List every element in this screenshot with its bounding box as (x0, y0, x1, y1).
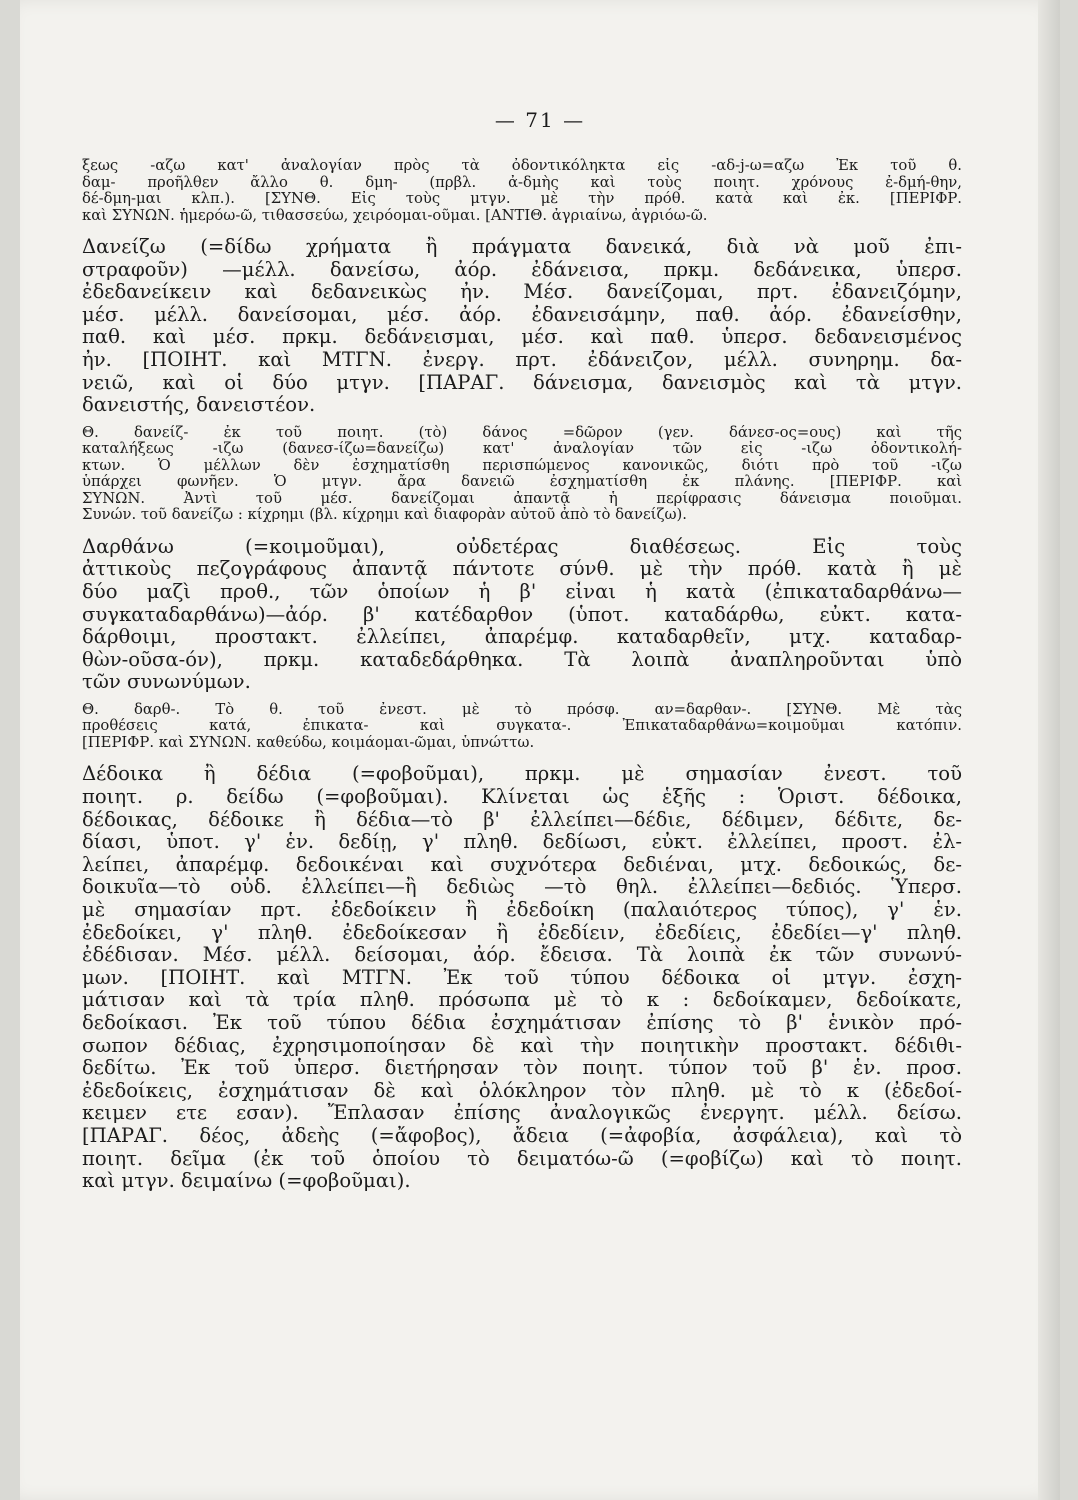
text-line: ποιητ. ρ. δείδω (=φοβοῦμαι). Κλίνεται ὡς ἑξῆς : Ὁριστ. δέδοικα, (82, 786, 962, 808)
text-line: καὶ μτγν. δειμαίνω (=φοβοῦμαι). (82, 1170, 411, 1193)
text-line: δάρθοιμι, προστακτ. ἐλλείπει, ἀπαρέμφ. καταδαρθεῖν, μτχ. καταδαρ- (82, 626, 962, 649)
text-line: Θ. δαρθ-. Τὸ θ. τοῦ ἐνεστ. μὲ τὸ πρόσφ. αν=δαρθαν-. [ΣΥΝΘ. Μὲ τὰς (82, 701, 962, 718)
text-line: μάτισαν καὶ τὰ τρία πληθ. πρόσωπα μὲ τὸ κ : δεδοίκαμεν, δεδοίκατε, (82, 989, 962, 1012)
text-line: Δαρθάνω (=κοιμοῦμαι), οὐδετέρας διαθέσεως. Εἰς τοὺς (82, 535, 962, 558)
page-edge-shadow (1038, 0, 1060, 1500)
note-paragraph (82, 158, 962, 224)
text-line: τῶν συνωνύμων. (82, 671, 251, 694)
text-line: Δέδοικα ἢ δέδια (=φοβοῦμαι), πρκμ. μὲ σημασίαν ἐνεστ. τοῦ (82, 763, 962, 786)
text-line: μέσ. μέλλ. δανείσομαι, μέσ. ἀόρ. ἐδανεισάμην, παθ. ἀόρ. ἐδανείσθην, (82, 303, 962, 326)
text-line: σωπον δέδιας, ἐχρησιμοποίησαν δὲ καὶ τὴν ποιητικὴν προστακτ. δέδιθι- (82, 1034, 962, 1057)
text-line: δύο μαζὶ προθ., τῶν ὁποίων ἡ β' εἶναι ἡ κατὰ (ἐπικαταδαρθάνω— (82, 580, 962, 603)
book-page (20, 0, 1060, 1500)
entry-paragraph (82, 763, 962, 1192)
text-line: στραφοῦν) —μέλλ. δανείσω, ἀόρ. ἐδάνεισα, πρκμ. δεδάνεικα, ὑπερσ. (82, 258, 962, 281)
text-line: κτων. Ὁ μέλλων δὲν ἐσχηματίσθη περισπώμενος κανονικῶς, διότι πρὸ τοῦ -ιζω (82, 457, 962, 474)
entry-paragraph (82, 236, 962, 417)
page-text (82, 158, 962, 1193)
text-line: ξεως -αζω κατ' ἀναλογίαν πρὸς τὰ ὀδοντικόληκτα εἰς -αδ-j-ω=αζω Ἐκ τοῦ θ. (82, 158, 962, 174)
text-line: ἐδέδισαν. Μέσ. μέλλ. δείσομαι, ἀόρ. ἔδεισα. Τὰ λοιπὰ ἐκ τῶν συνωνύ- (82, 944, 962, 967)
text-line: μὲ σημασίαν πρτ. ἐδεδοίκειν ἢ ἐδεδοίκη (παλαιότερος τύπος), γ' ἑν. (82, 898, 962, 921)
note-paragraph (82, 702, 962, 752)
text-line: προθέσεις κατά, ἐπικατα- καὶ συγκατα-. Ἐπικαταδαρθάνω=κοιμοῦμαι κατόπιν. (82, 718, 962, 735)
text-line: δεδοίκασι. Ἐκ τοῦ τύπου δέδια ἐσχημάτισαν ἐπίσης τὸ β' ἑνικὸν πρό- (82, 1011, 962, 1034)
text-line: δοικυῖα—τὸ οὐδ. ἐλλείπει—ἢ δεδιὼς —τὸ θηλ. ἐλλείπει—δεδιός. Ὑπερσ. (82, 876, 962, 899)
text-line: [ΠΕΡΙΦΡ. καὶ ΣΥΝΩΝ. καθεύδω, κοιμάομαι-ῶμαι, ὑπνώττω. (82, 734, 535, 751)
text-line: δανειστής, δανειστέον. (82, 394, 316, 417)
note-paragraph (82, 425, 962, 524)
text-line: Συνών. τοῦ δανείζω : κίχρημι (βλ. κίχρημι καὶ διαφορὰν αὐτοῦ ἀπὸ τὸ δανείζω). (82, 507, 688, 524)
text-line: δίασι, ὑποτ. γ' ἑν. δεδίῃ, γ' πληθ. δεδίωσι, εὐκτ. ἐλλείπει, προστ. ἐλ- (82, 831, 962, 854)
page-number: — 71 — (494, 108, 586, 132)
text-line: ἐδεδοίκεις, ἐσχημάτισαν δὲ καὶ ὁλόκληρον τὸν πληθ. μὲ τὸ κ (ἐδεδοί- (82, 1079, 962, 1102)
text-line: ὑπάρχει φωνῆεν. Ὁ μτγν. ἄρα δανειῶ ἐσχηματίσθη ἐκ πλάνης. [ΠΕΡΙΦΡ. καὶ (82, 474, 962, 491)
text-line: κειμεν ετε εσαν). Ἔπλασαν ἐπίσης ἀναλογικῶς ἐνεργητ. μέλλ. δείσω. (82, 1102, 962, 1125)
text-line: ἐδεδοίκει, γ' πληθ. ἐδεδοίκεσαν ἢ ἐδεδίειν, ἐδεδίεις, ἐδεδίει—γ' πληθ. (82, 921, 962, 944)
text-line: παθ. καὶ μέσ. πρκμ. δεδάνεισμαι, μέσ. καὶ παθ. ὑπερσ. δεδανεισμένος (82, 326, 962, 349)
text-line: δεδίτω. Ἐκ τοῦ ὑπερσ. διετήρησαν τὸν ποιητ. τύπον τοῦ β' ἑν. προσ. (82, 1057, 962, 1080)
text-line: συγκαταδαρθάνω)—ἀόρ. β' κατέδαρθον (ὑποτ. καταδάρθω, εὐκτ. κατα- (82, 603, 962, 626)
text-line: λείπει, ἀπαρέμφ. δεδοικέναι καὶ συχνότερα δεδιέναι, μτχ. δεδοικώς, δε- (82, 853, 962, 876)
text-line: δέ-δμη-μαι κλπ.). [ΣΥΝΘ. Εἰς τοὺς μτγν. μὲ τὴν πρόθ. κατὰ καὶ ἐκ. [ΠΕΡΙΦΡ. (82, 191, 962, 207)
text-line: μων. [ΠΟΙΗΤ. καὶ ΜΤΓΝ. Ἐκ τοῦ τύπου δέδοικα οἱ μτγν. ἐσχη- (82, 966, 962, 989)
text-line: καὶ ΣΥΝΩΝ. ἡμερόω-ῶ, τιθασσεύω, χειρόομαι-οῦμαι. [ΑΝΤΙΘ. ἀγριαίνω, ἀγριόω-ῶ. (82, 207, 708, 224)
entry-paragraph (82, 536, 962, 694)
text-line: δαμ- προῆλθεν ἄλλο θ. δμη- (πρβλ. ἀ-δμὴς καὶ τοὺς ποιητ. χρόνους ἐ-δμή-θην, (82, 174, 962, 191)
text-line: ἦν. [ΠΟΙΗΤ. καὶ ΜΤΓΝ. ἐνεργ. πρτ. ἐδάνειζον, μέλλ. συνηρημ. δα- (82, 348, 962, 371)
text-line: ποιητ. δεῖμα (ἐκ τοῦ ὁποίου τὸ δειματόω-ῶ (=φοβίζω) καὶ τὸ ποιητ. (82, 1147, 962, 1170)
text-line: ΣΥΝΩΝ. Ἀντὶ τοῦ μέσ. δανείζομαι ἀπαντᾷ ἡ περίφρασις δάνεισμα ποιοῦμαι. (82, 490, 962, 507)
text-line: Δανείζω (=δίδω χρήματα ἢ πράγματα δανεικά, διὰ νὰ μοῦ ἐπι- (82, 236, 962, 258)
text-line: [ΠΑΡΑΓ. δέος, ἀδεὴς (=ἄφοβος), ἄδεια (=ἀφοβία, ἀσφάλεια), καὶ τὸ (82, 1124, 962, 1147)
text-line: δέδοικας, δέδοικε ἢ δέδια—τὸ β' ἐλλείπει—δέδιε, δέδιμεν, δέδιτε, δε- (82, 808, 962, 831)
text-line: νειῶ, καὶ οἱ δύο μτγν. [ΠΑΡΑΓ. δάνεισμα, δανεισμὸς καὶ τὰ μτγν. (82, 371, 962, 394)
text-line: καταλήξεως -ιζω (δανεσ-ίζω=δανείζω) κατ' ἀναλογίαν τῶν εἰς -ιζω ὀδοντικολή- (82, 441, 962, 458)
text-line: ἀττικοὺς πεζογράφους ἀπαντᾷ πάντοτε σύνθ. μὲ τὴν πρόθ. κατὰ ἢ μὲ (82, 558, 962, 581)
text-line: ἐδεδανείκειν καὶ δεδανεικὼς ἦν. Μέσ. δανείζομαι, πρτ. ἐδανειζόμην, (82, 281, 962, 304)
text-line: Θ. δανείζ- ἐκ τοῦ ποιητ. (τὸ) δάνος =δῶρον (γεν. δάνεσ-ος=ους) καὶ τῆς (82, 424, 962, 441)
text-line: θὼν-οῦσα-όν), πρκμ. καταδεδάρθηκα. Τὰ λοιπὰ ἀναπληροῦνται ὑπὸ (82, 648, 962, 671)
